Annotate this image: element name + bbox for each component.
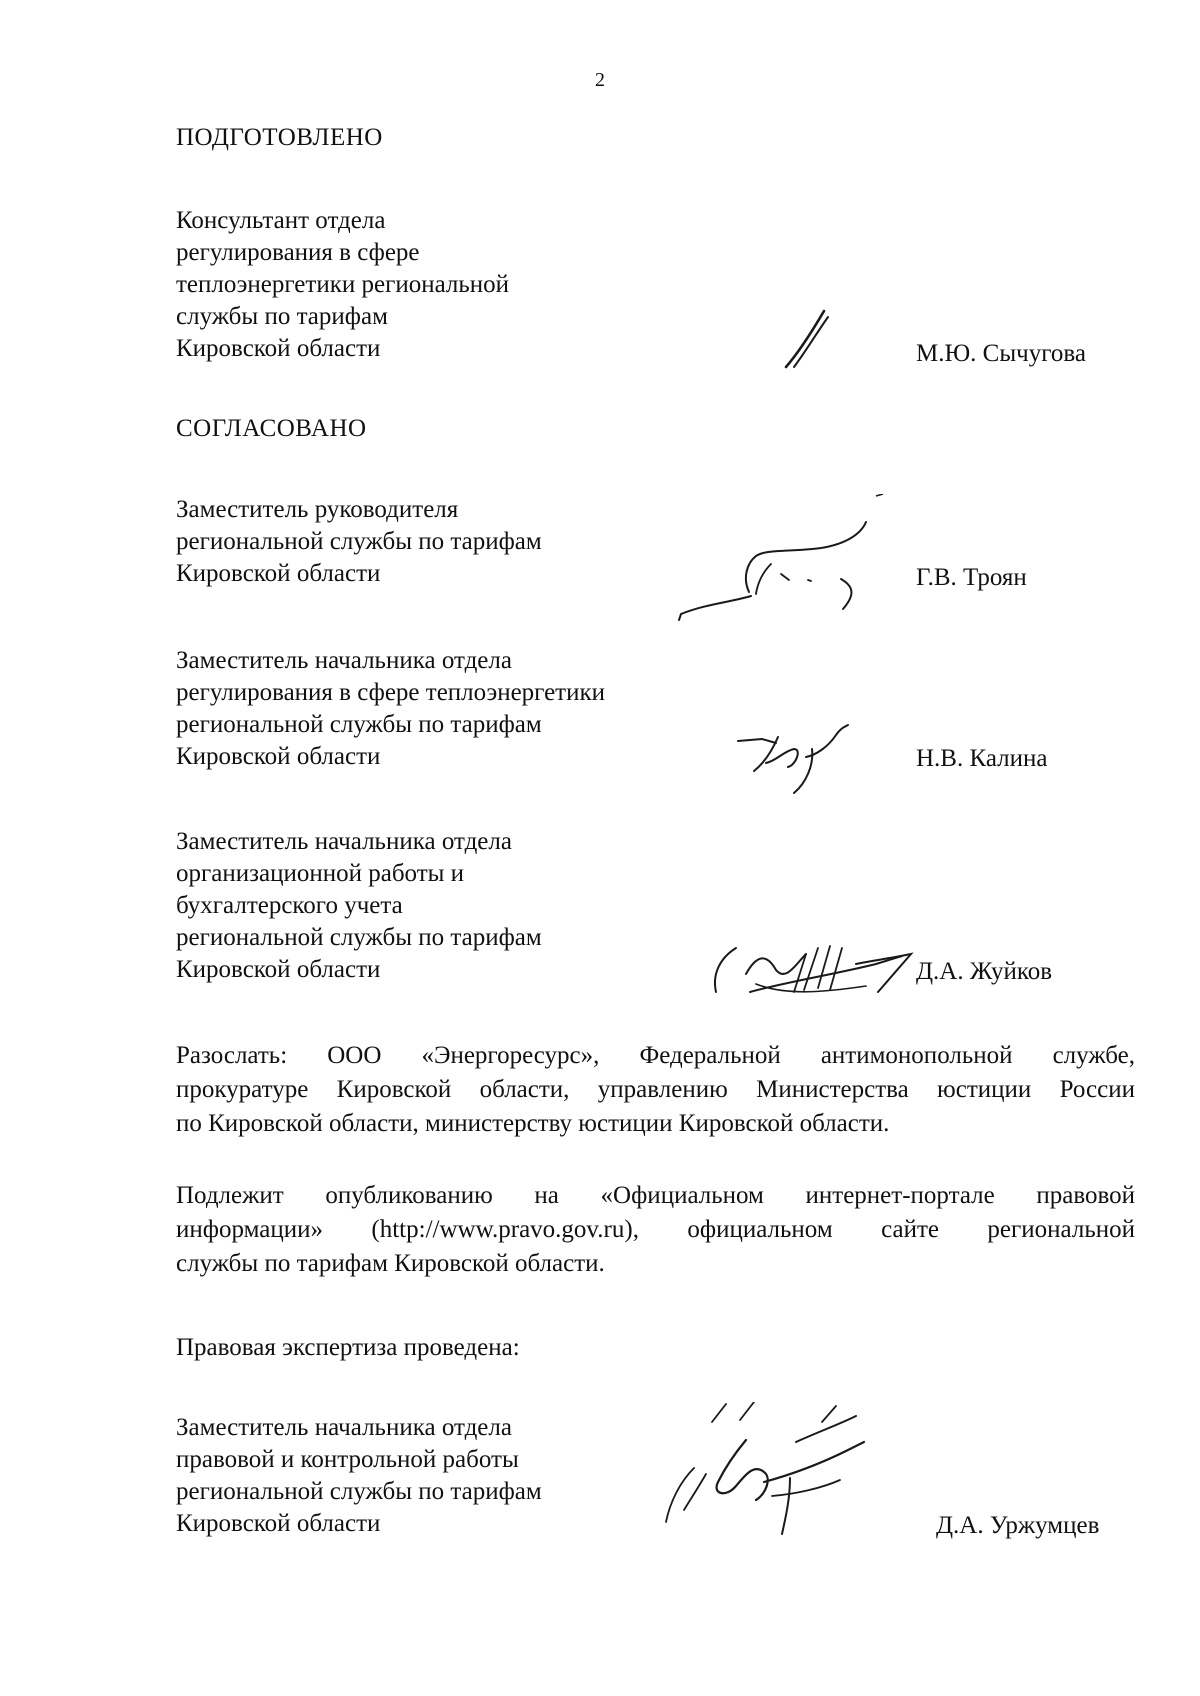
prepared-position [176, 205, 509, 365]
legal-review-position [176, 1412, 542, 1540]
position-line: Заместитель начальника отдела [176, 647, 512, 674]
agreed-signature-block-troyan [176, 494, 1200, 604]
publication-line: службы по тарифам Кировской области. [176, 1250, 605, 1277]
publication-line: Подлежит опубликованию на «Официальном интернет-портале правовой [176, 1182, 1135, 1209]
position-line: Кировской области [176, 956, 381, 983]
page-number: 2 [595, 69, 605, 91]
position-line: регулирования в сфере [176, 239, 420, 266]
signatory-name-kalina: Н.В. Калина [916, 745, 1048, 772]
position-line: Кировской области [176, 1510, 381, 1537]
signatory-position [176, 645, 605, 773]
agreed-signature-block-zhuikov [176, 826, 1200, 996]
handwritten-signature-kalina [736, 723, 866, 803]
legal-review-name: Д.А. Уржумцев [936, 1512, 1100, 1539]
position-line: региональной службы по тарифам [176, 924, 542, 951]
position-line: региональной службы по тарифам [176, 1478, 542, 1505]
position-line: Заместитель руководителя [176, 496, 459, 523]
position-line: Заместитель начальника отдела [176, 1414, 512, 1441]
prepared-heading: ПОДГОТОВЛЕНО [176, 124, 383, 151]
prepared-signature-block [176, 205, 1200, 370]
prepared-name: М.Ю. Сычугова [916, 340, 1086, 367]
position-line: Кировской области [176, 743, 381, 770]
position-line: правовой и контрольной работы [176, 1446, 519, 1473]
signatory-name-zhuikov: Д.А. Жуйков [916, 958, 1053, 985]
handwritten-signature-zhuikov [706, 934, 916, 1004]
publication-paragraph [176, 1180, 1135, 1282]
position-line: теплоэнергетики региональной [176, 271, 510, 298]
distribution-line: по Кировской области, министерству юстиции Кировской области. [176, 1110, 890, 1137]
distribution-paragraph [176, 1040, 1135, 1142]
handwritten-signature-urzhumtsev [586, 1402, 886, 1542]
handwritten-signature-sychugova [776, 305, 836, 375]
position-line: Заместитель начальника отдела [176, 828, 512, 855]
publication-line: информации» (http://www.pravo.gov.ru), официальном сайте региональной [176, 1216, 1135, 1243]
signatory-name-troyan: Г.В. Троян [916, 564, 1027, 591]
agreed-heading: СОГЛАСОВАНО [176, 415, 367, 442]
handwritten-signature-troyan [661, 494, 901, 644]
distribution-line: Разослать: ООО «Энергоресурс», Федеральной антимонопольной службе, [176, 1042, 1135, 1069]
distribution-line: прокуратуре Кировской области, управлению Министерства юстиции России [176, 1076, 1135, 1103]
position-line: службы по тарифам [176, 303, 388, 330]
legal-review-label: Правовая экспертиза проведена: [176, 1334, 520, 1361]
position-line: регулирования в сфере теплоэнергетики [176, 679, 606, 706]
position-line: Кировской области [176, 560, 381, 587]
position-line: региональной службы по тарифам [176, 711, 542, 738]
signatory-position [176, 826, 542, 986]
position-line: бухгалтерского учета [176, 892, 403, 919]
legal-review-signature-block [176, 1412, 1200, 1562]
position-line: Кировской области [176, 335, 381, 362]
position-line: Консультант отдела [176, 207, 386, 234]
position-line: организационной работы и [176, 860, 465, 887]
agreed-signature-block-kalina [176, 645, 1200, 775]
position-line: региональной службы по тарифам [176, 528, 542, 555]
signatory-position [176, 494, 542, 590]
